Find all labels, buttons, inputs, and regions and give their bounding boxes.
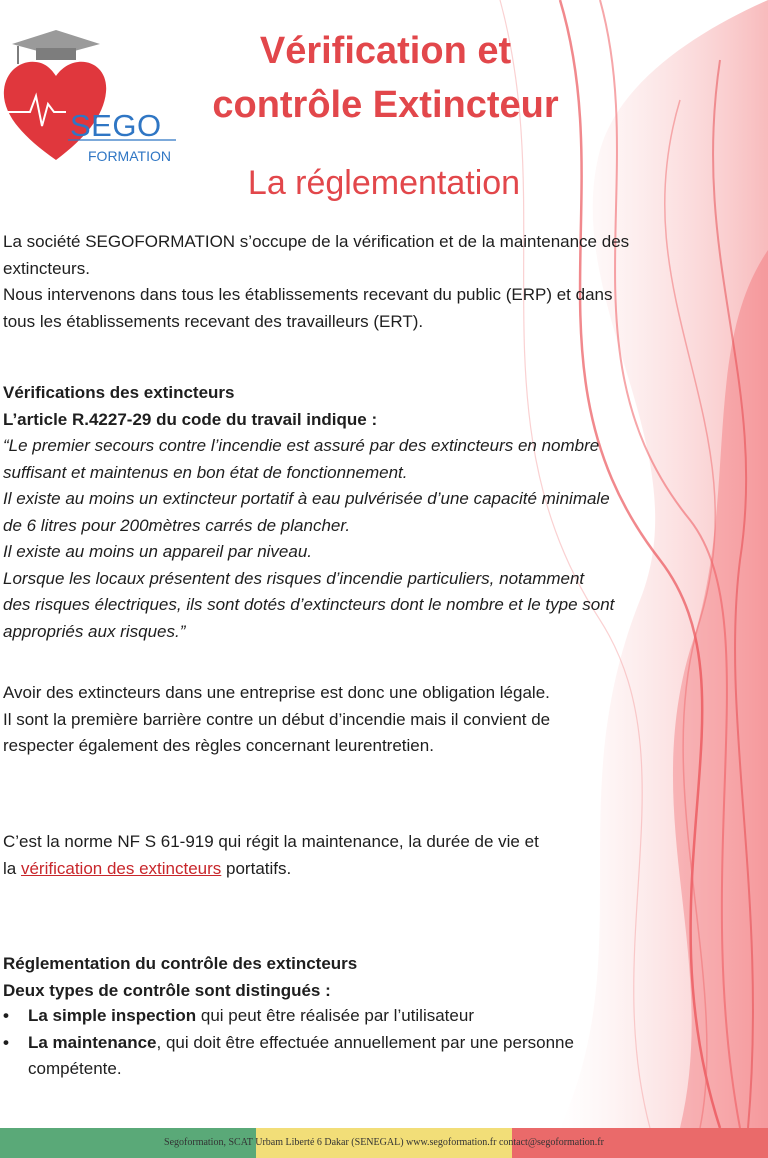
intro-line: Nous intervenons dans tous les établissements recevant du public (ERP) et dans: [3, 285, 613, 304]
quote-line: des risques électriques, ils sont dotés d’extincteurs dont le nombre et le type sont: [3, 595, 615, 614]
norme-suffix: portatifs.: [221, 858, 292, 878]
title-line-2: contrôle Extincteur: [212, 84, 559, 126]
quote-line: Il existe au moins un extincteur portatif à eau pulvérisée d’une capacité minimale: [3, 489, 610, 508]
reglementation-heading: Réglementation du contrôle des extincteurs: [3, 954, 358, 973]
quote-line: Lorsque les locaux présentent des risques d’incendie particuliers, notamment: [3, 568, 585, 588]
intro-line: tous les établissements recevant des travailleurs (ERT).: [3, 311, 424, 331]
quote-line: suffisant et maintenus en bon état de fonctionnement.: [3, 462, 408, 482]
verifications-subheading: L’article R.4227-29 du code du travail indique :: [3, 409, 378, 429]
sego-formation-logo: [0, 22, 190, 167]
verifications-heading: Vérifications des extincteurs: [3, 383, 235, 402]
quote-line: “Le premier secours contre l’incendie est assuré par des extincteurs en nombre: [3, 436, 600, 455]
obligation-line: respecter également des règles concernant leurentretien.: [3, 736, 434, 755]
page-subtitle: La réglementation: [247, 164, 521, 202]
norme-line-1: C’est la norme NF S 61-919 qui régit la maintenance, la durée de vie et: [3, 832, 539, 851]
logo-brand-text: SEGO: [70, 108, 162, 143]
intro-line: extincteurs.: [3, 258, 90, 278]
list-item-bold: La maintenance: [28, 1032, 157, 1052]
control-types-list: [3, 1003, 733, 1083]
page-title: [188, 24, 583, 132]
reglementation-section: [3, 951, 733, 1004]
reglementation-subheading: Deux types de contrôle sont distingués :: [3, 980, 331, 1000]
verifications-section: [3, 380, 733, 645]
logo-sub-text: FORMATION: [88, 148, 171, 164]
obligation-line: Avoir des extincteurs dans une entreprise est donc une obligation légale.: [3, 683, 550, 702]
bullet-icon: •: [3, 1006, 9, 1025]
bullet-icon: •: [3, 1032, 9, 1052]
verification-extincteurs-link[interactable]: vérification des extincteurs: [20, 858, 222, 878]
list-item: [3, 1030, 733, 1083]
list-item-text: qui peut être réalisée par l’utilisateur: [196, 1006, 474, 1025]
quote-line: appropriés aux risques.”: [3, 621, 186, 641]
footer-contact-text: Segoformation, SCAT Urbam Liberté 6 Dakar (SENEGAL) www.segoformation.fr contact@segoformation.fr: [164, 1137, 604, 1148]
list-item-bold: La simple inspection: [28, 1006, 197, 1025]
list-item-text: , qui doit être effectuée annuellement par une personne: [156, 1032, 574, 1052]
obligation-line: Il sont la première barrière contre un début d’incendie mais il convient de: [3, 709, 551, 729]
list-item: [3, 1003, 733, 1030]
norme-line-2: [3, 856, 733, 883]
intro-line: La société SEGOFORMATION s’occupe de la vérification et de la maintenance des: [3, 232, 630, 251]
intro-paragraph: [3, 229, 733, 335]
list-item-text-continued: compétente.: [28, 1059, 122, 1078]
heart-logo-icon: [0, 22, 190, 167]
quote-line: Il existe au moins un appareil par niveau.: [3, 542, 313, 561]
quote-line: de 6 litres pour 200mètres carrés de plancher.: [3, 515, 351, 535]
norme-prefix: la: [3, 858, 21, 878]
norme-paragraph: [3, 829, 733, 882]
obligation-paragraph: [3, 680, 733, 760]
title-line-1: Vérification et: [259, 30, 512, 72]
